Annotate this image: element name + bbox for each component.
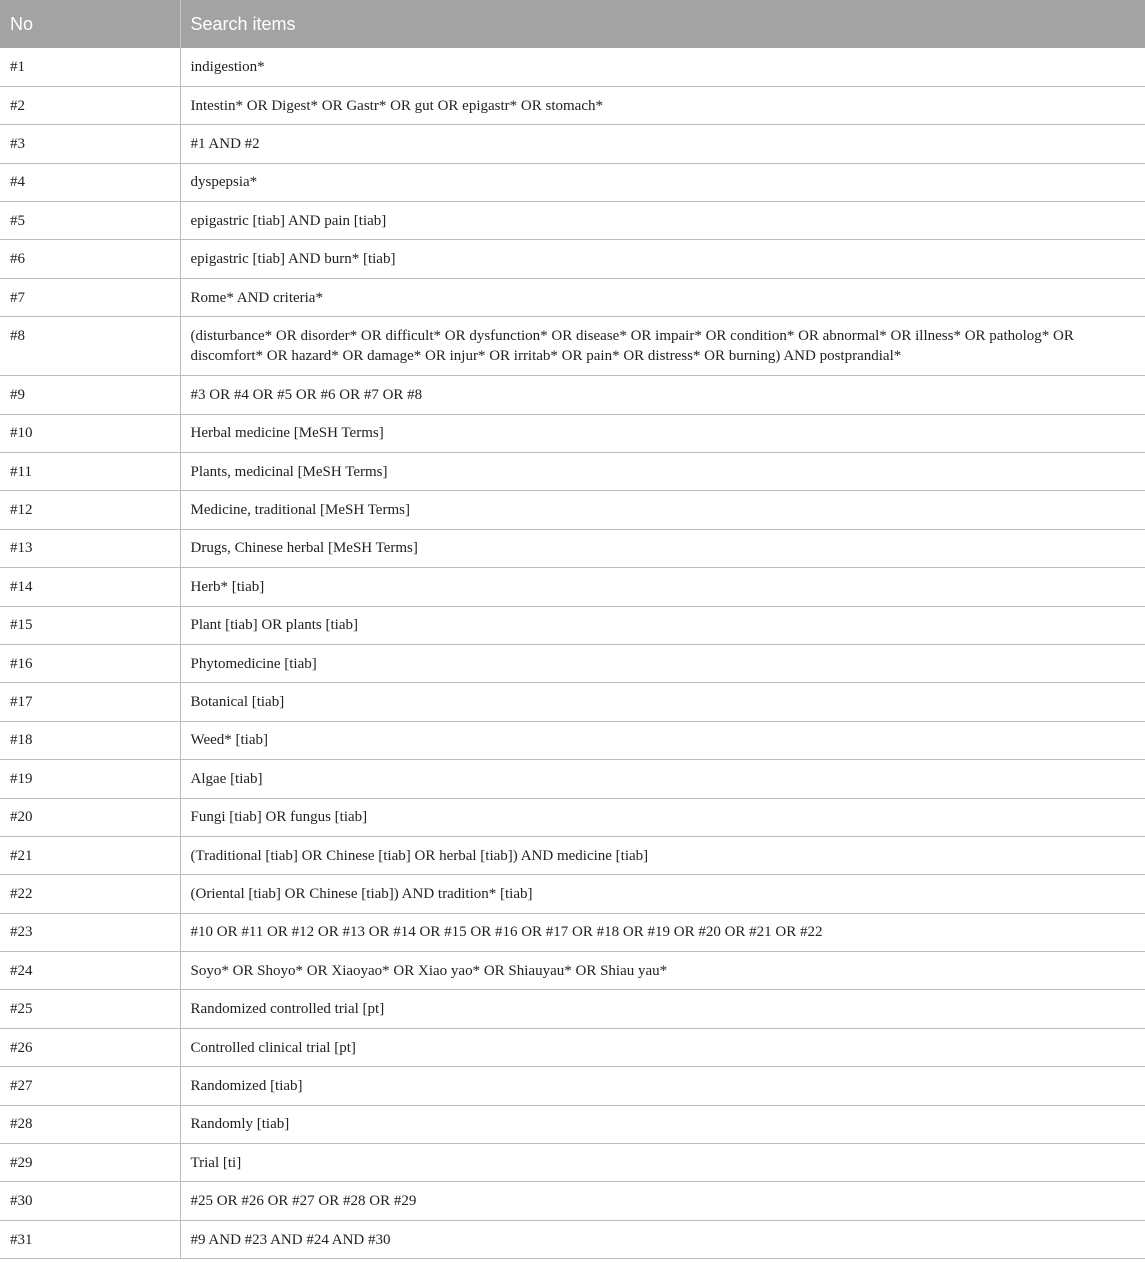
cell-search-items: #9 AND #23 AND #24 AND #30 — [180, 1220, 1145, 1258]
cell-search-items: epigastric [tiab] AND pain [tiab] — [180, 202, 1145, 240]
cell-search-items: Soyo* OR Shoyo* OR Xiaoyao* OR Xiao yao* OR Shiauyau* OR Shiau yau* — [180, 952, 1145, 990]
cell-search-items: Intestin* OR Digest* OR Gastr* OR gut OR epigastr* OR stomach* — [180, 86, 1145, 124]
cell-search-items: (disturbance* OR disorder* OR difficult* OR dysfunction* OR disease* OR impair* OR condition* OR abnormal* OR illness* OR patholog* OR discomfort* OR hazard* OR damage* OR injur* OR irritab* OR pain* OR distress* OR burning) AND postprandial* — [180, 317, 1145, 376]
cell-no: #17 — [0, 683, 180, 721]
cell-no: #29 — [0, 1144, 180, 1182]
cell-no: #10 — [0, 414, 180, 452]
cell-no: #22 — [0, 875, 180, 913]
cell-no: #31 — [0, 1220, 180, 1258]
cell-no: #15 — [0, 606, 180, 644]
table-row — [0, 163, 1145, 201]
cell-no: #16 — [0, 644, 180, 682]
table-row — [0, 453, 1145, 491]
table-row — [0, 913, 1145, 951]
cell-search-items: #3 OR #4 OR #5 OR #6 OR #7 OR #8 — [180, 376, 1145, 414]
table-header — [0, 0, 1145, 48]
cell-search-items: Trial [ti] — [180, 1144, 1145, 1182]
cell-no: #6 — [0, 240, 180, 278]
table-row — [0, 1182, 1145, 1220]
cell-no: #1 — [0, 48, 180, 86]
cell-search-items: indigestion* — [180, 48, 1145, 86]
cell-search-items: #25 OR #26 OR #27 OR #28 OR #29 — [180, 1182, 1145, 1220]
cell-search-items: Rome* AND criteria* — [180, 278, 1145, 316]
cell-no: #14 — [0, 568, 180, 606]
cell-search-items: #10 OR #11 OR #12 OR #13 OR #14 OR #15 OR #16 OR #17 OR #18 OR #19 OR #20 OR #21 OR #22 — [180, 913, 1145, 951]
cell-search-items: Phytomedicine [tiab] — [180, 644, 1145, 682]
table-row — [0, 760, 1145, 798]
cell-search-items: Randomly [tiab] — [180, 1105, 1145, 1143]
table-row — [0, 1067, 1145, 1105]
header-search-items: Search items — [180, 0, 1145, 48]
table-body — [0, 48, 1145, 1259]
cell-search-items: Algae [tiab] — [180, 760, 1145, 798]
cell-no: #4 — [0, 163, 180, 201]
cell-no: #26 — [0, 1028, 180, 1066]
cell-no: #18 — [0, 721, 180, 759]
cell-no: #23 — [0, 913, 180, 951]
cell-no: #30 — [0, 1182, 180, 1220]
cell-search-items: Fungi [tiab] OR fungus [tiab] — [180, 798, 1145, 836]
table-row — [0, 721, 1145, 759]
cell-search-items: Weed* [tiab] — [180, 721, 1145, 759]
cell-search-items: (Oriental [tiab] OR Chinese [tiab]) AND tradition* [tiab] — [180, 875, 1145, 913]
cell-no: #7 — [0, 278, 180, 316]
header-no: No — [0, 0, 180, 48]
cell-no: #12 — [0, 491, 180, 529]
cell-no: #21 — [0, 836, 180, 874]
cell-no: #25 — [0, 990, 180, 1028]
cell-search-items: #1 AND #2 — [180, 125, 1145, 163]
cell-no: #27 — [0, 1067, 180, 1105]
cell-no: #20 — [0, 798, 180, 836]
cell-no: #28 — [0, 1105, 180, 1143]
table-row — [0, 644, 1145, 682]
table-row — [0, 125, 1145, 163]
table-row — [0, 414, 1145, 452]
table-row — [0, 317, 1145, 376]
table-row — [0, 48, 1145, 86]
cell-search-items: Medicine, traditional [MeSH Terms] — [180, 491, 1145, 529]
table-row — [0, 952, 1145, 990]
cell-search-items: Plants, medicinal [MeSH Terms] — [180, 453, 1145, 491]
table-row — [0, 798, 1145, 836]
table-row — [0, 836, 1145, 874]
table-row — [0, 683, 1145, 721]
table-row — [0, 202, 1145, 240]
table-row — [0, 1220, 1145, 1258]
table-row — [0, 875, 1145, 913]
cell-no: #24 — [0, 952, 180, 990]
table-row — [0, 1028, 1145, 1066]
cell-no: #8 — [0, 317, 180, 376]
cell-search-items: Botanical [tiab] — [180, 683, 1145, 721]
cell-search-items: (Traditional [tiab] OR Chinese [tiab] OR herbal [tiab]) AND medicine [tiab] — [180, 836, 1145, 874]
table-row — [0, 568, 1145, 606]
table-row — [0, 1105, 1145, 1143]
cell-search-items: dyspepsia* — [180, 163, 1145, 201]
cell-no: #13 — [0, 529, 180, 567]
cell-search-items: Controlled clinical trial [pt] — [180, 1028, 1145, 1066]
cell-search-items: Randomized [tiab] — [180, 1067, 1145, 1105]
cell-no: #3 — [0, 125, 180, 163]
cell-search-items: Herbal medicine [MeSH Terms] — [180, 414, 1145, 452]
cell-no: #19 — [0, 760, 180, 798]
cell-no: #5 — [0, 202, 180, 240]
table-row — [0, 376, 1145, 414]
table-row — [0, 990, 1145, 1028]
cell-search-items: Plant [tiab] OR plants [tiab] — [180, 606, 1145, 644]
cell-search-items: Randomized controlled trial [pt] — [180, 990, 1145, 1028]
cell-no: #2 — [0, 86, 180, 124]
table-row — [0, 529, 1145, 567]
cell-no: #9 — [0, 376, 180, 414]
table-row — [0, 278, 1145, 316]
cell-search-items: Herb* [tiab] — [180, 568, 1145, 606]
table-row — [0, 86, 1145, 124]
cell-search-items: Drugs, Chinese herbal [MeSH Terms] — [180, 529, 1145, 567]
table-row — [0, 1144, 1145, 1182]
table-row — [0, 606, 1145, 644]
cell-no: #11 — [0, 453, 180, 491]
table-row — [0, 240, 1145, 278]
table-row — [0, 491, 1145, 529]
cell-search-items: epigastric [tiab] AND burn* [tiab] — [180, 240, 1145, 278]
header-row — [0, 0, 1145, 48]
